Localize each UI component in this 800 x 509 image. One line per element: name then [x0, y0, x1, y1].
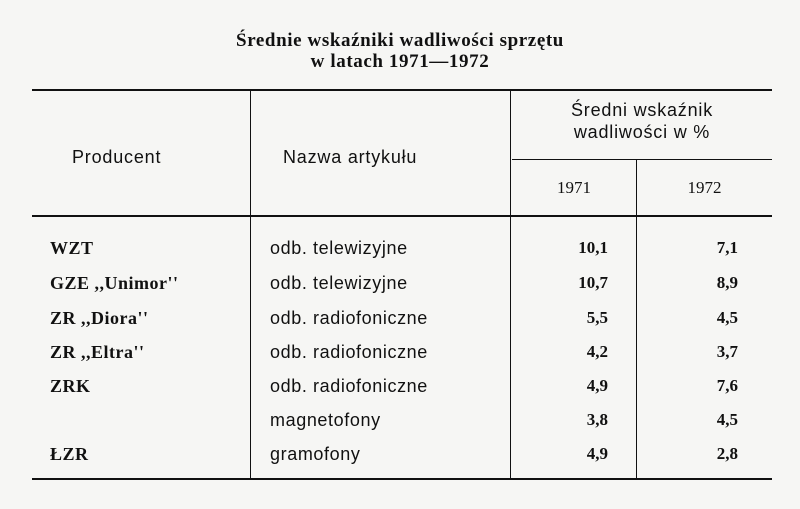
cell-value-1972: 4,5	[716, 308, 738, 327]
cell-item: gramofony	[270, 444, 361, 464]
header-item: Nazwa artykułu	[283, 147, 418, 167]
cell-item: odb. radiofoniczne	[270, 376, 428, 396]
table-row	[0, 403, 800, 437]
cell-producer: ZRK	[50, 376, 91, 396]
cell-item: odb. radiofoniczne	[270, 308, 428, 328]
header-year-1971: 1971	[557, 178, 591, 197]
header-year-1972: 1972	[687, 178, 722, 197]
cell-value-1971: 5,5	[586, 308, 608, 327]
cell-producer: GZE ,,Unimor''	[50, 273, 179, 293]
cell-item: odb. telewizyjne	[270, 273, 408, 293]
cell-item: odb. radiofoniczne	[270, 342, 428, 362]
table-row	[0, 301, 800, 335]
cell-value-1971: 10,7	[578, 273, 608, 292]
table-row	[0, 369, 800, 403]
header-indicator-line-1: Średni wskaźnik	[570, 100, 714, 120]
table-top-rule	[32, 89, 772, 91]
cell-producer: ZR ,,Eltra''	[50, 342, 145, 362]
table-title-line-2: w latach 1971—1972	[310, 51, 490, 72]
cell-producer: WZT	[50, 238, 94, 258]
cell-item: magnetofony	[270, 410, 381, 430]
cell-value-1971: 4,9	[586, 376, 608, 395]
table-bottom-rule	[32, 478, 772, 480]
cell-producer: ZR ,,Diora''	[50, 308, 149, 328]
cell-producer: ŁZR	[50, 444, 89, 464]
cell-value-1972: 3,7	[716, 342, 738, 361]
cell-value-1971: 10,1	[578, 238, 608, 257]
cell-value-1972: 2,8	[716, 444, 738, 463]
table-title-line-1: Średnie wskaźniki wadliwości sprzętu	[236, 30, 564, 51]
cell-value-1972: 4,5	[716, 410, 738, 429]
cell-value-1972: 7,1	[716, 238, 738, 257]
cell-value-1971: 4,9	[586, 444, 608, 463]
table-row	[0, 335, 800, 369]
cell-value-1972: 7,6	[716, 376, 738, 395]
cell-value-1971: 4,2	[586, 342, 608, 361]
cell-value-1972: 8,9	[716, 273, 738, 292]
cell-value-1971: 3,8	[586, 410, 608, 429]
year-divider-rule	[512, 159, 772, 160]
header-indicator-line-2: wadliwości w %	[573, 122, 711, 142]
header-producer: Producent	[72, 147, 162, 167]
cell-item: odb. telewizyjne	[270, 238, 408, 258]
table-row	[0, 231, 800, 265]
table-row	[0, 437, 800, 471]
table-row	[0, 266, 800, 300]
header-bottom-rule	[32, 215, 772, 217]
